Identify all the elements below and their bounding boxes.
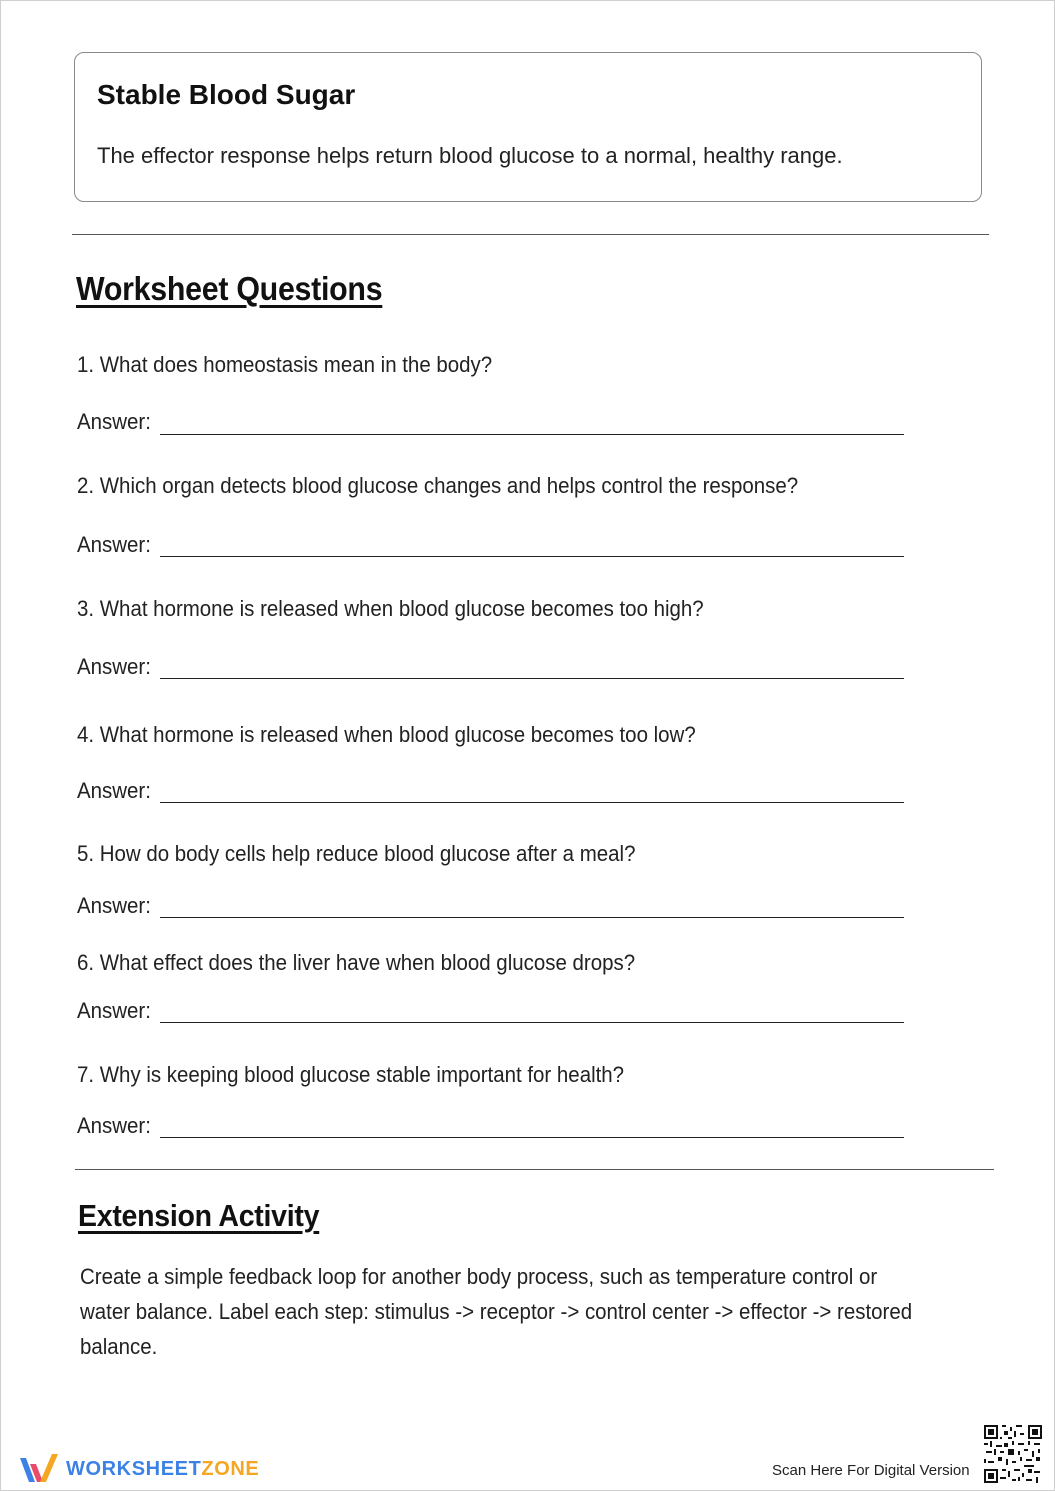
answer-label: Answer: (77, 998, 151, 1023)
question-2: 2. Which organ detects blood glucose changes and helps control the response? (77, 473, 799, 498)
question-6: 6. What effect does the liver have when blood glucose drops? (77, 950, 636, 975)
answer-label: Answer: (77, 1113, 151, 1138)
answer-line[interactable] (160, 678, 904, 679)
callout-title: Stable Blood Sugar (97, 79, 356, 110)
question-5: 5. How do body cells help reduce blood glucose after a meal? (77, 841, 636, 866)
question-1: 1. What does homeostasis mean in the body? (77, 352, 493, 377)
worksheetzone-logo-icon (18, 1452, 60, 1486)
answer-label: Answer: (77, 893, 151, 918)
extension-activity-heading: Extension Activity (78, 1198, 320, 1233)
callout-text: The effector response helps return blood glucose to a normal, healthy range. (97, 143, 843, 168)
answer-line[interactable] (160, 917, 904, 918)
answer-label: Answer: (77, 654, 151, 679)
summary-callout-box (74, 52, 982, 202)
section-divider (72, 234, 989, 235)
worksheet-questions-heading: Worksheet Questions (76, 270, 383, 307)
answer-line[interactable] (160, 556, 904, 557)
answer-line[interactable] (160, 802, 904, 803)
question-7: 7. Why is keeping blood glucose stable important for health? (77, 1062, 625, 1087)
section-divider (75, 1169, 994, 1170)
logo-wordmark: WORKSHEETZONE (66, 1457, 260, 1480)
answer-label: Answer: (77, 778, 151, 803)
answer-line[interactable] (160, 1137, 904, 1138)
answer-line[interactable] (160, 1022, 904, 1023)
scan-label: Scan Here For Digital Version (772, 1462, 970, 1479)
question-4: 4. What hormone is released when blood glucose becomes too low? (77, 722, 696, 747)
qr-code-icon[interactable] (984, 1425, 1042, 1483)
answer-line[interactable] (160, 434, 904, 435)
extension-activity-text: Create a simple feedback loop for another body process, such as temperature control or water balance. Label each step: stimulus -> receptor -> control center -> effector -> restored balance. (80, 1264, 913, 1359)
question-3: 3. What hormone is released when blood glucose becomes too high? (77, 596, 704, 621)
answer-label: Answer: (77, 532, 151, 557)
worksheetzone-logo[interactable] (18, 1451, 259, 1487)
answer-label: Answer: (77, 409, 151, 434)
